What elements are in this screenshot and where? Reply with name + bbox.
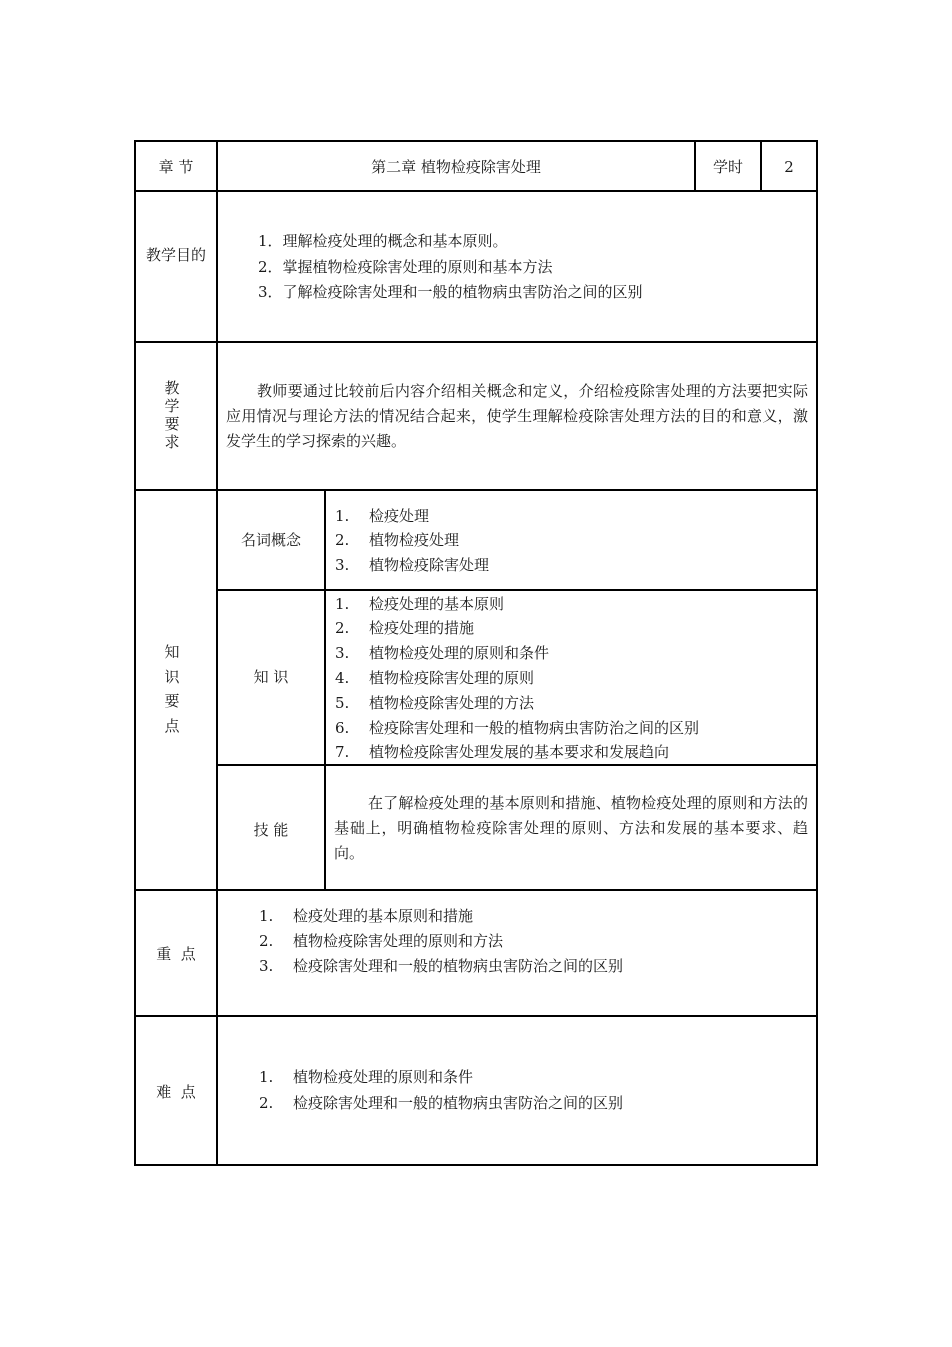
item-number: 2. — [335, 531, 350, 549]
item-text: 植物检疫除害处理的原则和方法 — [293, 932, 504, 950]
chapter-label: 章 节 — [158, 158, 194, 176]
item-number: 2. — [259, 1094, 274, 1112]
subtable-divider-1 — [216, 589, 818, 591]
list-item — [335, 506, 429, 526]
list-item — [259, 931, 503, 951]
column-divider — [216, 140, 218, 1166]
table-border-left — [134, 140, 136, 1166]
item-number: 6. — [335, 719, 350, 737]
list-item — [335, 555, 489, 575]
requirements-label: 教学要求 — [164, 379, 180, 451]
row-divider-3 — [134, 489, 818, 491]
item-text: 植物检疫除害处理的方法 — [369, 694, 535, 712]
focus-label: 重 点 — [156, 945, 196, 963]
item-text: 植物检疫除害处理的原则 — [369, 669, 535, 687]
item-text: 检疫处理的措施 — [369, 619, 475, 637]
objectives-label: 教学目的 — [145, 246, 206, 264]
skills-text: 在了解检疫处理的基本原则和措施、植物检疫处理的原则和方法的基础上，明确植物检疫除害处理的原则、方法和发展的基本要求、趋向。 — [334, 794, 808, 862]
list-item — [335, 530, 459, 550]
list-item — [335, 718, 699, 738]
item-text: 植物检疫除害处理 — [369, 556, 490, 574]
item-number: 5. — [335, 694, 350, 712]
subtable-divider-2 — [216, 764, 818, 766]
list-item — [335, 618, 474, 638]
item-text: 检疫除害处理和一般的植物病虫害防治之间的区别 — [293, 957, 624, 975]
item-number: 7. — [335, 743, 350, 761]
skills-label: 技 能 — [253, 821, 289, 839]
row-divider-4 — [134, 889, 818, 891]
table-border-bottom — [134, 1164, 818, 1166]
row-divider-1 — [134, 190, 818, 192]
list-item — [259, 1067, 473, 1087]
item-number: 2. — [259, 932, 274, 950]
list-item — [259, 1093, 623, 1113]
list-item — [259, 906, 473, 926]
item-number: 1. — [259, 1068, 274, 1086]
knowledge-label: 知 识 — [253, 668, 289, 686]
requirements-text: 教师要通过比较前后内容介绍相关概念和定义，介绍检疫除害处理的方法要把实际应用情况与理论方法的情况结合起来，使学生理解检疫除害处理方法的目的和意义，激发学生的学习探索的兴趣。 — [226, 382, 808, 450]
item-number: 2. — [335, 619, 350, 637]
objective-item: 3．了解检疫除害处理和一般的植物病虫害防治之间的区别 — [258, 283, 643, 301]
item-text: 检疫除害处理和一般的植物病虫害防治之间的区别 — [293, 1094, 624, 1112]
hours-label: 学时 — [712, 158, 743, 176]
item-text: 检疫处理的基本原则 — [369, 595, 505, 613]
list-item — [335, 693, 534, 713]
list-item — [335, 594, 504, 614]
objective-item: 2．掌握植物检疫除害处理的原则和基本方法 — [258, 258, 553, 276]
item-number: 1. — [335, 507, 350, 525]
key-points-label: 知识要点 — [164, 643, 180, 735]
table-border-right — [816, 140, 818, 1166]
item-number: 3. — [335, 556, 350, 574]
objective-item: 1．理解检疫处理的概念和基本原则。 — [258, 232, 508, 250]
hours-value: 2 — [784, 158, 794, 176]
difficulty-label: 难 点 — [156, 1083, 196, 1101]
item-number: 3. — [259, 957, 274, 975]
item-text: 植物检疫处理 — [369, 531, 460, 549]
concepts-label: 名词概念 — [240, 531, 301, 549]
list-item — [259, 956, 623, 976]
row-divider-2 — [134, 341, 818, 343]
subtable-divider-vertical — [324, 489, 326, 891]
list-item — [335, 668, 534, 688]
item-text: 检疫处理 — [369, 507, 430, 525]
chapter-title: 第二章 植物检疫除害处理 — [371, 158, 541, 176]
list-item — [335, 742, 669, 762]
item-text: 植物检疫除害处理发展的基本要求和发展趋向 — [369, 743, 670, 761]
item-text: 植物检疫处理的原则和条件 — [293, 1068, 474, 1086]
table-border-top — [134, 140, 818, 142]
item-text: 检疫处理的基本原则和措施 — [293, 907, 474, 925]
item-number: 1. — [335, 595, 350, 613]
item-text: 植物检疫处理的原则和条件 — [369, 644, 550, 662]
item-text: 检疫除害处理和一般的植物病虫害防治之间的区别 — [369, 719, 700, 737]
row-divider-5 — [134, 1015, 818, 1017]
list-item — [335, 643, 549, 663]
item-number: 1. — [259, 907, 274, 925]
item-number: 4. — [335, 669, 350, 687]
item-number: 3. — [335, 644, 350, 662]
